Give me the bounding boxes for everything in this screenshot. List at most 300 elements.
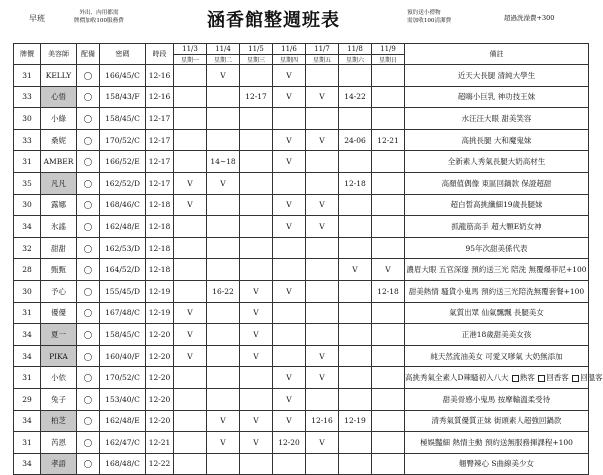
booking-note <box>407 9 451 25</box>
day-cell <box>339 302 372 324</box>
day-cell <box>207 108 240 130</box>
code-cell: 153/40/C <box>100 388 146 410</box>
price-cell: 31 <box>14 367 41 389</box>
day-cell: V <box>174 345 207 367</box>
stylist-name: 芮恩 <box>41 432 77 454</box>
equip-cell: ◯ <box>77 108 100 130</box>
table-row <box>14 453 589 475</box>
note-cell <box>405 65 589 87</box>
price-cell: 30 <box>14 280 41 302</box>
shift-label: 早班 <box>29 14 45 23</box>
day-cell <box>339 388 372 410</box>
day-cell <box>306 280 339 302</box>
day-cell: V <box>207 410 240 432</box>
time-cell: 12-20 <box>146 324 174 346</box>
day-cell <box>306 453 339 475</box>
day-cell <box>240 259 273 281</box>
stylist-name: 甜甜 <box>41 237 77 259</box>
day-cell: V <box>306 194 339 216</box>
note-text: 極娛豔細 熱情主動 預約送無服務揮課程+100 <box>420 437 573 447</box>
price-cell: 31 <box>14 432 41 454</box>
day-cell <box>306 65 339 87</box>
time-cell: 12-18 <box>146 194 174 216</box>
note-text: 超白皙高挑纖細19歲長腿妹 <box>450 200 543 210</box>
code-cell: 162/48/E <box>100 410 146 432</box>
day-cell <box>306 388 339 410</box>
service-fee-note-line1: 外出、內用都需 <box>79 10 119 16</box>
equip-cell: ◯ <box>77 302 100 324</box>
code-cell: 164/52/D <box>100 259 146 281</box>
day-cell <box>273 345 306 367</box>
day-cell: V <box>240 345 273 367</box>
day-cell <box>207 216 240 238</box>
equip-cell: ◯ <box>77 280 100 302</box>
table-row <box>14 388 589 410</box>
code-cell: 170/52/C <box>100 367 146 389</box>
day-cell: V <box>372 259 405 281</box>
col-header-date: 11/3 <box>174 44 207 55</box>
col-header-weekday: 星期三 <box>240 55 273 65</box>
note-cell <box>405 259 589 281</box>
day-cell <box>207 345 240 367</box>
time-cell: 12-16 <box>146 65 174 87</box>
day-cell <box>207 453 240 475</box>
day-cell <box>207 259 240 281</box>
col-header-price: 牌價 <box>14 44 41 65</box>
equip-cell: ◯ <box>77 259 100 281</box>
stylist-name: 小依 <box>41 367 77 389</box>
table-row <box>14 432 589 454</box>
day-cell <box>372 367 405 389</box>
note-text: 甜美熱情 騷貨小鬼馬 預約送三光陪洗無覆套餐+100 <box>408 286 585 296</box>
day-cell: V <box>174 172 207 194</box>
day-cell: 12-16 <box>306 410 339 432</box>
code-cell: 168/46/C <box>100 194 146 216</box>
equip-cell: ◯ <box>77 172 100 194</box>
code-cell: 167/48/C <box>100 302 146 324</box>
note-text: 全新素人秀氣長腿大奶高材生 <box>447 157 546 167</box>
day-cell <box>174 367 207 389</box>
time-cell: 12-17 <box>146 129 174 151</box>
day-cell <box>174 108 207 130</box>
bath-fee-note: 超過洗澡費+300 <box>504 14 555 22</box>
day-cell: V <box>273 65 306 87</box>
stylist-name: AMBER <box>41 151 77 173</box>
day-cell <box>174 65 207 87</box>
day-cell <box>372 151 405 173</box>
checkbox-label: 回溫客 <box>580 373 603 383</box>
note-text: 高挑長腿 大和魔鬼妹 <box>461 135 532 145</box>
day-cell <box>174 453 207 475</box>
day-cell: V <box>273 194 306 216</box>
day-cell <box>306 324 339 346</box>
note-text: 氣質出眾 仙氣飄飄 長腿美女 <box>449 308 544 318</box>
col-header-weekday: 星期日 <box>372 55 405 65</box>
note-cell <box>405 129 589 151</box>
note-cell <box>405 172 589 194</box>
day-cell: V <box>240 280 273 302</box>
col-header-date: 11/6 <box>273 44 306 55</box>
note-cell <box>405 453 589 475</box>
col-header-date: 11/7 <box>306 44 339 55</box>
stylist-name: 桑妮 <box>41 129 77 151</box>
time-cell: 12-20 <box>146 345 174 367</box>
stylist-name: 予心 <box>41 280 77 302</box>
day-cell <box>339 65 372 87</box>
schedule-table <box>13 43 603 475</box>
price-cell: 30 <box>14 108 41 130</box>
note-cell <box>405 280 589 302</box>
day-cell: V <box>273 410 306 432</box>
code-cell: 162/53/D <box>100 237 146 259</box>
stylist-name: 柏芝 <box>41 410 77 432</box>
col-header-weekday: 星期四 <box>273 55 306 65</box>
price-cell: 35 <box>14 172 41 194</box>
col-header-date: 11/8 <box>339 44 372 55</box>
day-cell <box>339 108 372 130</box>
day-cell: V <box>306 367 339 389</box>
day-cell <box>207 367 240 389</box>
checkbox-icon <box>538 375 545 382</box>
code-cell: 158/45/C <box>100 324 146 346</box>
stylist-name: 甄甄 <box>41 259 77 281</box>
day-cell: V <box>273 216 306 238</box>
day-cell <box>240 367 273 389</box>
day-cell: V <box>273 151 306 173</box>
note-cell <box>405 194 589 216</box>
stylist-name: 心悟 <box>41 86 77 108</box>
price-cell: 28 <box>14 259 41 281</box>
day-cell <box>273 108 306 130</box>
code-cell: 160/40/F <box>100 345 146 367</box>
equip-cell: ◯ <box>77 388 100 410</box>
day-cell <box>372 172 405 194</box>
day-cell <box>240 65 273 87</box>
price-cell: 34 <box>14 453 41 475</box>
day-cell <box>207 302 240 324</box>
time-cell: 12-17 <box>146 151 174 173</box>
col-header-weekday: 星期六 <box>339 55 372 65</box>
day-cell <box>240 216 273 238</box>
day-cell <box>339 324 372 346</box>
equip-cell: ◯ <box>77 324 100 346</box>
day-cell <box>174 216 207 238</box>
day-cell <box>174 280 207 302</box>
col-header-date: 11/9 <box>372 44 405 55</box>
day-cell <box>372 65 405 87</box>
note-cell <box>405 237 589 259</box>
table-row <box>14 129 589 151</box>
stylist-name: KELLY <box>41 65 77 87</box>
stylist-name: 夏一 <box>41 324 77 346</box>
day-cell: 16-22 <box>207 280 240 302</box>
price-cell: 31 <box>14 65 41 87</box>
day-cell <box>240 388 273 410</box>
note-text: 翹臀辣心 S曲線美少女 <box>458 459 535 469</box>
code-cell: 158/45/C <box>100 108 146 130</box>
day-cell <box>174 129 207 151</box>
table-row <box>14 108 589 130</box>
service-fee-note <box>74 9 124 25</box>
day-cell <box>273 237 306 259</box>
day-cell <box>339 345 372 367</box>
day-cell <box>339 237 372 259</box>
stylist-name: 優優 <box>41 302 77 324</box>
col-header-weekday: 星期一 <box>174 55 207 65</box>
schedule-rows <box>14 65 603 475</box>
stylist-name: 孝語 <box>41 453 77 475</box>
stylist-name: 凡凡 <box>41 172 77 194</box>
price-cell: 34 <box>14 324 41 346</box>
booking-note-line1: 預約送小禮物 <box>407 10 441 16</box>
note-text: 抓龍筋高手 超大顆E奶女神 <box>451 221 542 231</box>
day-cell: 14~18 <box>207 151 240 173</box>
day-cell <box>372 302 405 324</box>
day-cell: V <box>174 302 207 324</box>
day-cell: 12-21 <box>372 129 405 151</box>
price-cell: 34 <box>14 410 41 432</box>
note-cell <box>405 388 589 410</box>
day-cell <box>273 302 306 324</box>
table-row <box>14 216 589 238</box>
note-text: 純天然流油美女 可愛又嗲氣 大奶無添加 <box>430 351 563 361</box>
table-row <box>14 259 589 281</box>
day-cell: V <box>273 280 306 302</box>
day-cell <box>174 237 207 259</box>
table-row <box>14 65 589 87</box>
day-cell <box>306 108 339 130</box>
note-text: 高顏值偶像 東區回鍋款 保證超甜 <box>441 178 552 188</box>
note-cell <box>405 86 589 108</box>
booking-note-line2: 需加收100清潔費 <box>407 18 452 24</box>
col-header-equip: 配備 <box>77 44 100 65</box>
day-cell: V <box>207 172 240 194</box>
day-cell <box>207 129 240 151</box>
equip-cell: ◯ <box>77 453 100 475</box>
day-cell: V <box>207 65 240 87</box>
day-cell <box>174 410 207 432</box>
day-cell <box>240 237 273 259</box>
day-cell <box>174 151 207 173</box>
day-cell <box>306 237 339 259</box>
day-cell <box>273 324 306 346</box>
col-header-note: 備註 <box>405 44 589 65</box>
note-cell <box>405 108 589 130</box>
day-cell: V <box>306 129 339 151</box>
service-fee-note-line2: 牌價加收100服務費 <box>74 18 124 24</box>
day-cell: 12-17 <box>240 86 273 108</box>
day-cell <box>207 388 240 410</box>
day-cell <box>240 108 273 130</box>
page-header <box>0 0 600 45</box>
code-cell: 162/47/C <box>100 432 146 454</box>
col-header-date: 11/4 <box>207 44 240 55</box>
day-cell <box>372 388 405 410</box>
note-cell <box>405 151 589 173</box>
price-cell: 31 <box>14 151 41 173</box>
time-cell: 12-19 <box>146 280 174 302</box>
checkbox-label: 熟客 <box>519 373 535 383</box>
day-cell <box>339 432 372 454</box>
price-cell: 31 <box>14 302 41 324</box>
price-cell: 34 <box>14 216 41 238</box>
equip-cell: ◯ <box>77 345 100 367</box>
equip-cell: ◯ <box>77 237 100 259</box>
price-cell: 29 <box>14 388 41 410</box>
day-cell <box>372 108 405 130</box>
price-cell: 33 <box>14 129 41 151</box>
day-cell: V <box>240 410 273 432</box>
note-text: 95年次甜美係代表 <box>465 243 528 253</box>
note-text: 清秀氣質優質正妹 街頭素人超強回鍋款 <box>431 416 562 426</box>
checkbox-icon <box>512 375 519 382</box>
day-cell <box>372 86 405 108</box>
day-cell: V <box>273 367 306 389</box>
day-cell <box>174 86 207 108</box>
day-cell: V <box>174 324 207 346</box>
col-header-time: 時段 <box>146 44 174 65</box>
equip-cell: ◯ <box>77 151 100 173</box>
equip-cell: ◯ <box>77 410 100 432</box>
code-cell: 162/52/D <box>100 172 146 194</box>
day-cell <box>207 86 240 108</box>
equip-cell: ◯ <box>77 65 100 87</box>
price-cell: 34 <box>14 345 41 367</box>
day-cell: 12-18 <box>372 280 405 302</box>
stylist-name: 氷謠 <box>41 216 77 238</box>
day-cell <box>372 345 405 367</box>
note-cell <box>405 410 589 432</box>
day-cell <box>207 324 240 346</box>
col-header-date: 11/5 <box>240 44 273 55</box>
checkbox-icon <box>572 375 579 382</box>
day-cell <box>240 129 273 151</box>
note-cell <box>405 302 589 324</box>
day-cell <box>174 259 207 281</box>
day-cell <box>339 216 372 238</box>
note-text: 高挑秀氣全素人D辣騷初入八大 <box>405 373 509 383</box>
table-row <box>14 194 589 216</box>
table-row <box>14 410 589 432</box>
checkbox-label: 回香客 <box>546 373 569 383</box>
day-cell: V <box>273 129 306 151</box>
col-header-weekday: 星期二 <box>207 55 240 65</box>
table-row <box>14 302 589 324</box>
note-text: 超嗨小巨乳 神功技王妹 <box>457 92 536 102</box>
equip-cell: ◯ <box>77 432 100 454</box>
day-cell <box>306 259 339 281</box>
day-cell <box>240 194 273 216</box>
day-cell: V <box>273 388 306 410</box>
table-row <box>14 345 589 367</box>
table-row <box>14 280 589 302</box>
stylist-name: 兔子 <box>41 388 77 410</box>
note-text: 濃眉大眼 五官深邃 預約送三光 陪洗 無覆爆菲尼+100 <box>406 265 587 275</box>
day-cell: 12-19 <box>339 410 372 432</box>
day-cell: V <box>207 432 240 454</box>
day-cell <box>372 216 405 238</box>
price-cell: 33 <box>14 86 41 108</box>
note-text: 甜美骨感小鬼馬 按摩輸溫柔受待 <box>442 394 551 404</box>
time-cell: 12-17 <box>146 172 174 194</box>
stylist-name: PIKA <box>41 345 77 367</box>
day-cell <box>273 453 306 475</box>
day-cell <box>339 280 372 302</box>
day-cell: V <box>273 86 306 108</box>
code-cell: 155/45/D <box>100 280 146 302</box>
table-row <box>14 324 589 346</box>
time-cell: 12-17 <box>146 108 174 130</box>
day-cell <box>339 453 372 475</box>
equip-cell: ◯ <box>77 129 100 151</box>
time-cell: 12-18 <box>146 216 174 238</box>
day-cell <box>306 172 339 194</box>
day-cell: V <box>240 324 273 346</box>
day-cell <box>372 410 405 432</box>
time-cell: 12-18 <box>146 237 174 259</box>
note-text: 正港18歲甜美美女孩 <box>461 329 532 339</box>
time-cell: 12-19 <box>146 302 174 324</box>
col-header-code: 密碼 <box>100 44 146 65</box>
day-cell <box>240 151 273 173</box>
price-cell: 32 <box>14 237 41 259</box>
code-cell: 168/48/C <box>100 453 146 475</box>
note-text: 水汪汪大眼 甜美笑容 <box>461 113 532 123</box>
day-cell <box>372 194 405 216</box>
day-cell <box>240 453 273 475</box>
day-cell <box>372 453 405 475</box>
page-title: 涵香館整週班表 <box>207 10 340 31</box>
price-cell: 30 <box>14 194 41 216</box>
day-cell <box>273 172 306 194</box>
table-row <box>14 151 589 173</box>
code-cell: 170/52/C <box>100 129 146 151</box>
stylist-name: 露娜 <box>41 194 77 216</box>
day-cell <box>339 194 372 216</box>
col-header-name: 美容師 <box>41 44 77 65</box>
table-row <box>14 86 589 108</box>
code-cell: 166/52/E <box>100 151 146 173</box>
code-cell: 158/43/F <box>100 86 146 108</box>
day-cell <box>240 172 273 194</box>
day-cell: 12-18 <box>339 172 372 194</box>
day-cell: V <box>306 86 339 108</box>
note-cell <box>405 324 589 346</box>
code-cell: 162/48/E <box>100 216 146 238</box>
day-cell <box>207 237 240 259</box>
time-cell: 12-20 <box>146 388 174 410</box>
day-cell <box>372 324 405 346</box>
day-cell <box>372 237 405 259</box>
day-cell <box>372 432 405 454</box>
day-cell: V <box>306 432 339 454</box>
time-cell: 12-21 <box>146 432 174 454</box>
day-cell <box>339 367 372 389</box>
day-cell <box>174 432 207 454</box>
day-cell: V <box>306 216 339 238</box>
time-cell: 12-16 <box>146 86 174 108</box>
day-cell <box>273 259 306 281</box>
day-cell: V <box>306 345 339 367</box>
col-header-weekday: 星期五 <box>306 55 339 65</box>
day-cell: V <box>339 259 372 281</box>
time-cell: 12-20 <box>146 367 174 389</box>
day-cell: 12-20 <box>273 432 306 454</box>
time-cell: 12-22 <box>146 453 174 475</box>
day-cell <box>207 194 240 216</box>
table-row <box>14 172 589 194</box>
day-cell <box>306 302 339 324</box>
